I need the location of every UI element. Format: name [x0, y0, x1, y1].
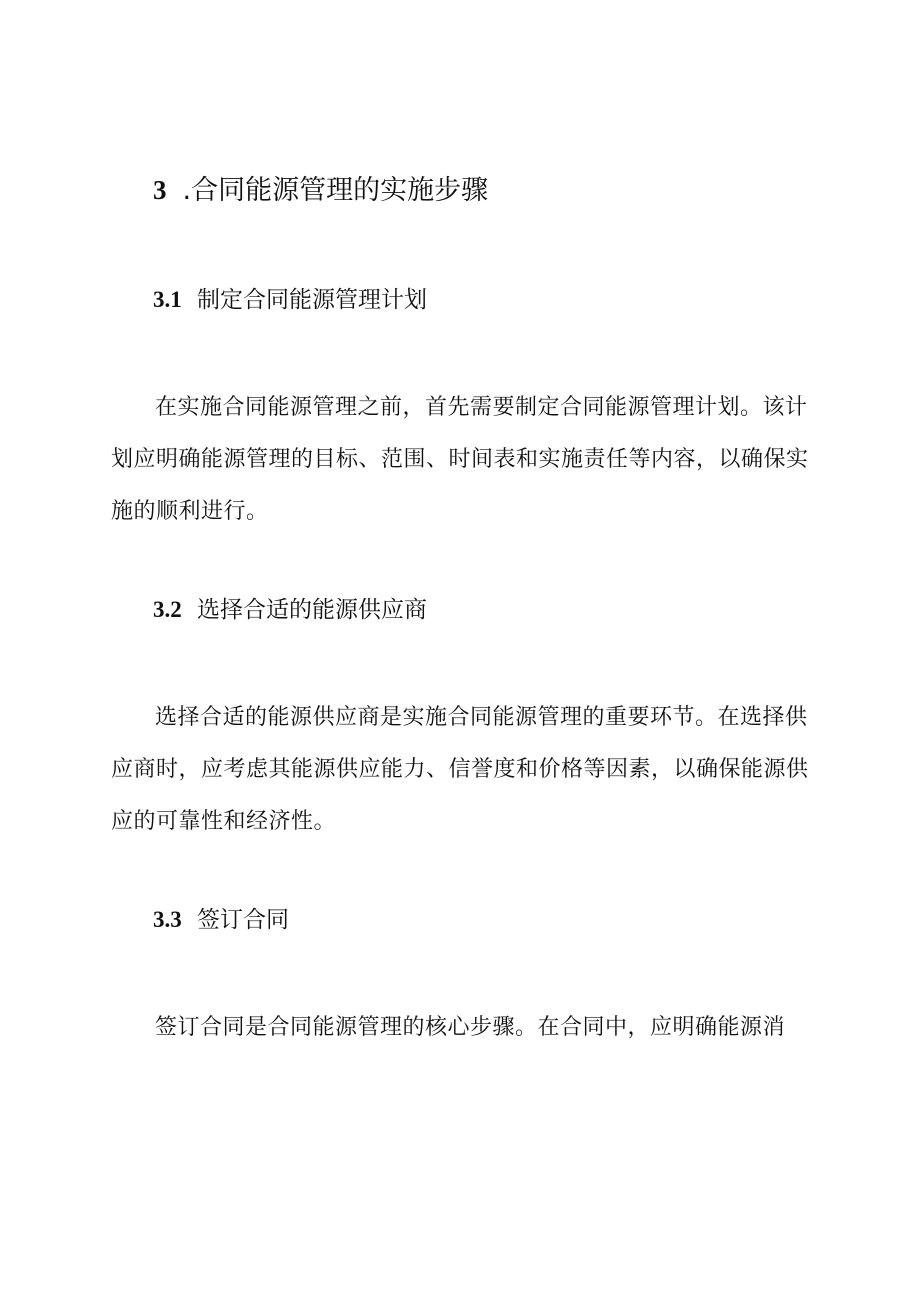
- section-paragraph-3-3: 签订合同是合同能源管理的核心步骤。在合同中，应明确能源消: [155, 1015, 786, 1040]
- section-number: 3.3: [153, 907, 182, 932]
- chapter-heading: [153, 168, 488, 213]
- section-number: 3.1: [153, 287, 182, 312]
- section-heading-3-1: [153, 282, 427, 318]
- section-title: 制定合同能源管理计划: [197, 287, 427, 313]
- section-heading-3-3: [153, 902, 289, 938]
- section-title: 签订合同: [197, 907, 289, 933]
- section-paragraph-3-2: 选择合适的能源供应商是实施合同能源管理的重要环节。在选择供应商时，应考虑其能源供应能力、信誉度和价格等因素，以确保能源供应的可靠性和经济性。: [111, 705, 809, 834]
- section-paragraph-3-1: 在实施合同能源管理之前，首先需要制定合同能源管理计划。该计划应明确能源管理的目标、范围、时间表和实施责任等内容，以确保实施的顺利进行。: [111, 395, 809, 524]
- section-number: 3.2: [153, 597, 182, 622]
- section-heading-3-2: [153, 592, 427, 628]
- chapter-number: 3: [153, 175, 167, 205]
- section-title: 选择合适的能源供应商: [197, 597, 427, 623]
- chapter-title: .合同能源管理的实施步骤: [182, 175, 489, 206]
